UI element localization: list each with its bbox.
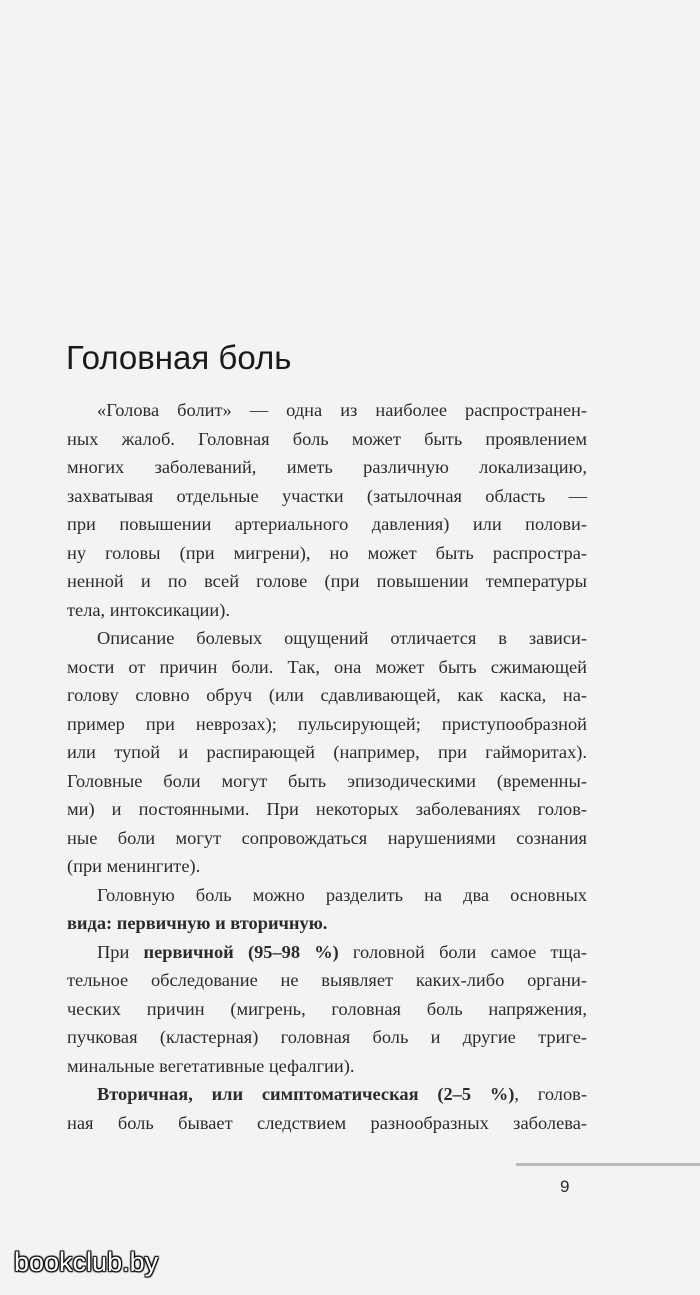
text-line: голову словно обруч (или сдавливающей, как каска, на- xyxy=(67,685,587,705)
text-line: ных жалоб. Головная боль может быть проявлением xyxy=(67,428,587,449)
text-fragment: При xyxy=(97,941,144,962)
text-line: Описание болевых ощущений отличается в зависи- xyxy=(97,628,587,648)
text-line: ная боль бывает следствием разнообразных заболева- xyxy=(67,1112,587,1133)
text-line: пучковая (кластерная) головная боль и другие триге- xyxy=(67,1027,587,1047)
text-line: ные боли могут сопровождаться нарушениями сознания xyxy=(67,827,587,848)
page-number: 9 xyxy=(560,1177,570,1196)
text-fragment: головной боли самое тща- xyxy=(338,941,588,962)
text-line: мости от причин боли. Так, она может быть сжимающей xyxy=(67,656,587,677)
text-line: ческих причин (мигрень, головная боль напряжения, xyxy=(67,998,587,1019)
footer-rule xyxy=(516,1163,700,1166)
page-title: Головная боль xyxy=(66,339,292,376)
text-line: при повышении артериального давления) или полови- xyxy=(67,514,587,534)
text-line: Головные боли могут быть эпизодическими (временны- xyxy=(67,770,587,791)
text-line xyxy=(67,938,587,967)
body-text xyxy=(67,396,587,1137)
bold-term: вида: первичную и вторичную. xyxy=(67,913,328,933)
text-line xyxy=(67,1080,587,1109)
text-line: пример при неврозах); пульсирующей; приступообразной xyxy=(67,713,587,734)
text-line: захватывая отдельные участки (затылочная область — xyxy=(67,485,587,506)
text-line: тельное обследование не выявляет каких-либо органи- xyxy=(67,970,587,990)
text-line xyxy=(67,909,587,938)
bold-term: Вторичная, или симптоматическая (2–5 %) xyxy=(97,1084,515,1104)
text-fragment: , голов- xyxy=(514,1084,587,1104)
text-line: или тупой и распирающей (например, при гайморитах). xyxy=(67,742,587,762)
text-line: Головную боль можно разделить на два основных xyxy=(97,884,587,905)
text-line: тела, интоксикации). xyxy=(67,599,230,620)
text-line: многих заболеваний, иметь различную локализацию, xyxy=(67,457,587,477)
text-line: ну головы (при мигрени), но может быть распростра- xyxy=(67,542,587,563)
text-line: минальные вегетативные цефалгии). xyxy=(67,1055,355,1076)
bold-term: первичной (95–98 %) xyxy=(143,941,339,962)
text-line: (при менингите). xyxy=(67,856,201,876)
text-line: ненной и по всей голове (при повышении температуры xyxy=(67,571,587,591)
text-line: «Голова болит» — одна из наиболее распространен- xyxy=(97,400,587,420)
watermark: bookclub.by xyxy=(14,1247,159,1277)
text-line: ми) и постоянными. При некоторых заболеваниях голов- xyxy=(67,799,587,819)
